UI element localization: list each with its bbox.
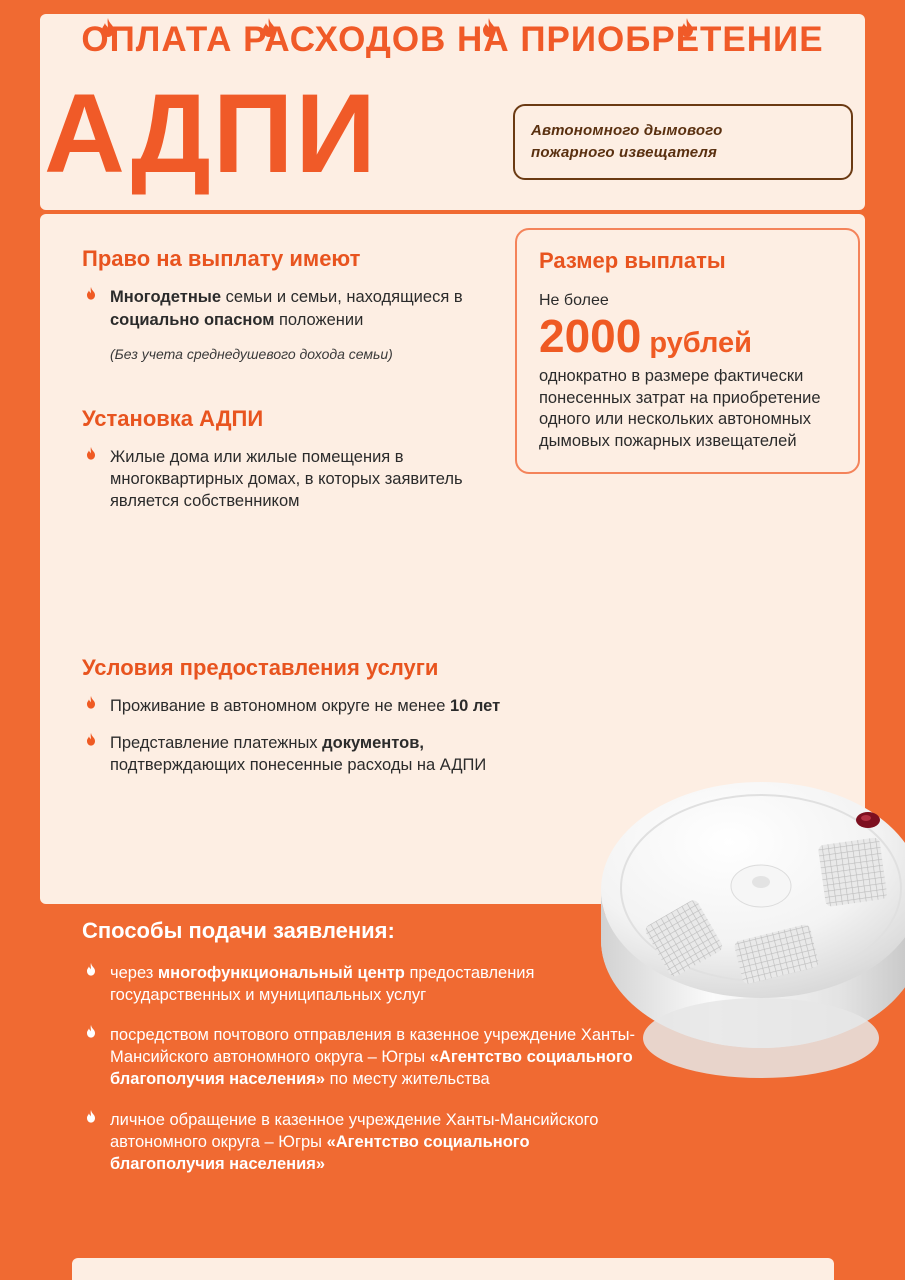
bottom-panel bbox=[72, 1258, 834, 1280]
eligibility-note: (Без учета среднедушевого дохода семьи) bbox=[110, 345, 393, 362]
conditions-bullet-2 bbox=[82, 732, 512, 776]
eligibility-b1-bold-1: Многодетные bbox=[110, 288, 222, 307]
ways-i1-text-1: через bbox=[110, 964, 158, 982]
acronym-title: АДПИ bbox=[44, 71, 378, 196]
ways-i1-bold: многофункциональный центр bbox=[157, 964, 405, 982]
ways-section bbox=[82, 918, 642, 1193]
flame-bullet-icon bbox=[84, 447, 98, 464]
eligibility-title: Право на выплату имеют bbox=[82, 246, 361, 271]
ways-title: Способы подачи заявления: bbox=[82, 918, 395, 943]
acronym-decode-line-1: Автономного дымового bbox=[531, 122, 723, 139]
conditions-bullet-1 bbox=[82, 695, 512, 717]
installation-b1-text: Жилые дома или жилые помещения в многоквартирных домах, в которых заявитель является собственником bbox=[110, 447, 463, 511]
acronym-decode-box bbox=[513, 104, 853, 180]
flame-bullet-icon bbox=[84, 287, 98, 304]
conditions-section bbox=[82, 655, 512, 790]
ways-i2-bold: «Агентство социального благополучия населения» bbox=[110, 1048, 633, 1089]
conditions-b2-text-2: подтверждающих понесенные расходы на АДПИ bbox=[110, 755, 487, 774]
ways-i3-bold: «Агентство социального благополучия населения» bbox=[110, 1132, 530, 1173]
conditions-b2-text-1: Представление платежных bbox=[110, 733, 323, 752]
installation-title: Установка АДПИ bbox=[82, 405, 264, 431]
ways-i3-text: личное обращение в казенное учреждение Ханты-Мансийского автономного округа – Югры bbox=[110, 1110, 599, 1151]
ways-i2-text-2: по месту жительства bbox=[325, 1070, 490, 1089]
installation-bullet-1 bbox=[82, 446, 482, 512]
conditions-b2-bold: документов, bbox=[322, 733, 424, 752]
eligibility-b1-text-2: положении bbox=[274, 310, 364, 329]
payment-amount: 2000 bbox=[539, 310, 642, 362]
payment-amount-row bbox=[539, 312, 836, 360]
conditions-b1-text: Проживание в автономном округе не менее bbox=[110, 697, 450, 716]
acronym-decode-line-2: пожарного извещателя bbox=[531, 143, 718, 161]
eligibility-bullet-1 bbox=[82, 286, 482, 330]
page-title: ОПЛАТА РАСХОДОВ НА ПРИОБРЕТЕНИЕ bbox=[81, 20, 824, 59]
smoke-detector-illustration bbox=[596, 640, 905, 1110]
left-column bbox=[82, 246, 482, 526]
conditions-title: Условия предоставления услуги bbox=[82, 655, 439, 680]
payment-title: Размер выплаты bbox=[539, 248, 726, 273]
payment-card bbox=[515, 228, 860, 474]
eligibility-b1-text-1: семьи и семьи, находящиеся в bbox=[221, 288, 463, 307]
conditions-b1-bold: 10 лет bbox=[449, 697, 501, 716]
payment-description: однократно в размере фактически понесенных затрат на приобретение одного или нескольких автономных дымовых пожарных извещателей bbox=[539, 367, 821, 450]
payment-prefix: Не более bbox=[539, 292, 609, 309]
flame-bullet-icon bbox=[84, 696, 98, 713]
flame-bullet-icon bbox=[84, 1110, 98, 1127]
flame-bullet-icon bbox=[84, 1025, 98, 1042]
payment-currency: рублей bbox=[649, 327, 752, 359]
eligibility-b1-bold-2: социально опасном bbox=[110, 310, 275, 329]
headline-container bbox=[40, 22, 865, 57]
ways-i2-text-1: посредством почтового отправления в казенное учреждение Ханты-Мансийского автономного округа – Югры bbox=[110, 1026, 636, 1067]
ways-item-2 bbox=[82, 1024, 642, 1090]
ways-item-3 bbox=[82, 1109, 642, 1175]
ways-i1-text-2: предоставления государственных и муниципальных услуг bbox=[110, 964, 535, 1005]
flame-bullet-icon bbox=[84, 733, 98, 750]
flame-bullet-icon bbox=[84, 963, 98, 980]
ways-item-1 bbox=[82, 962, 642, 1006]
